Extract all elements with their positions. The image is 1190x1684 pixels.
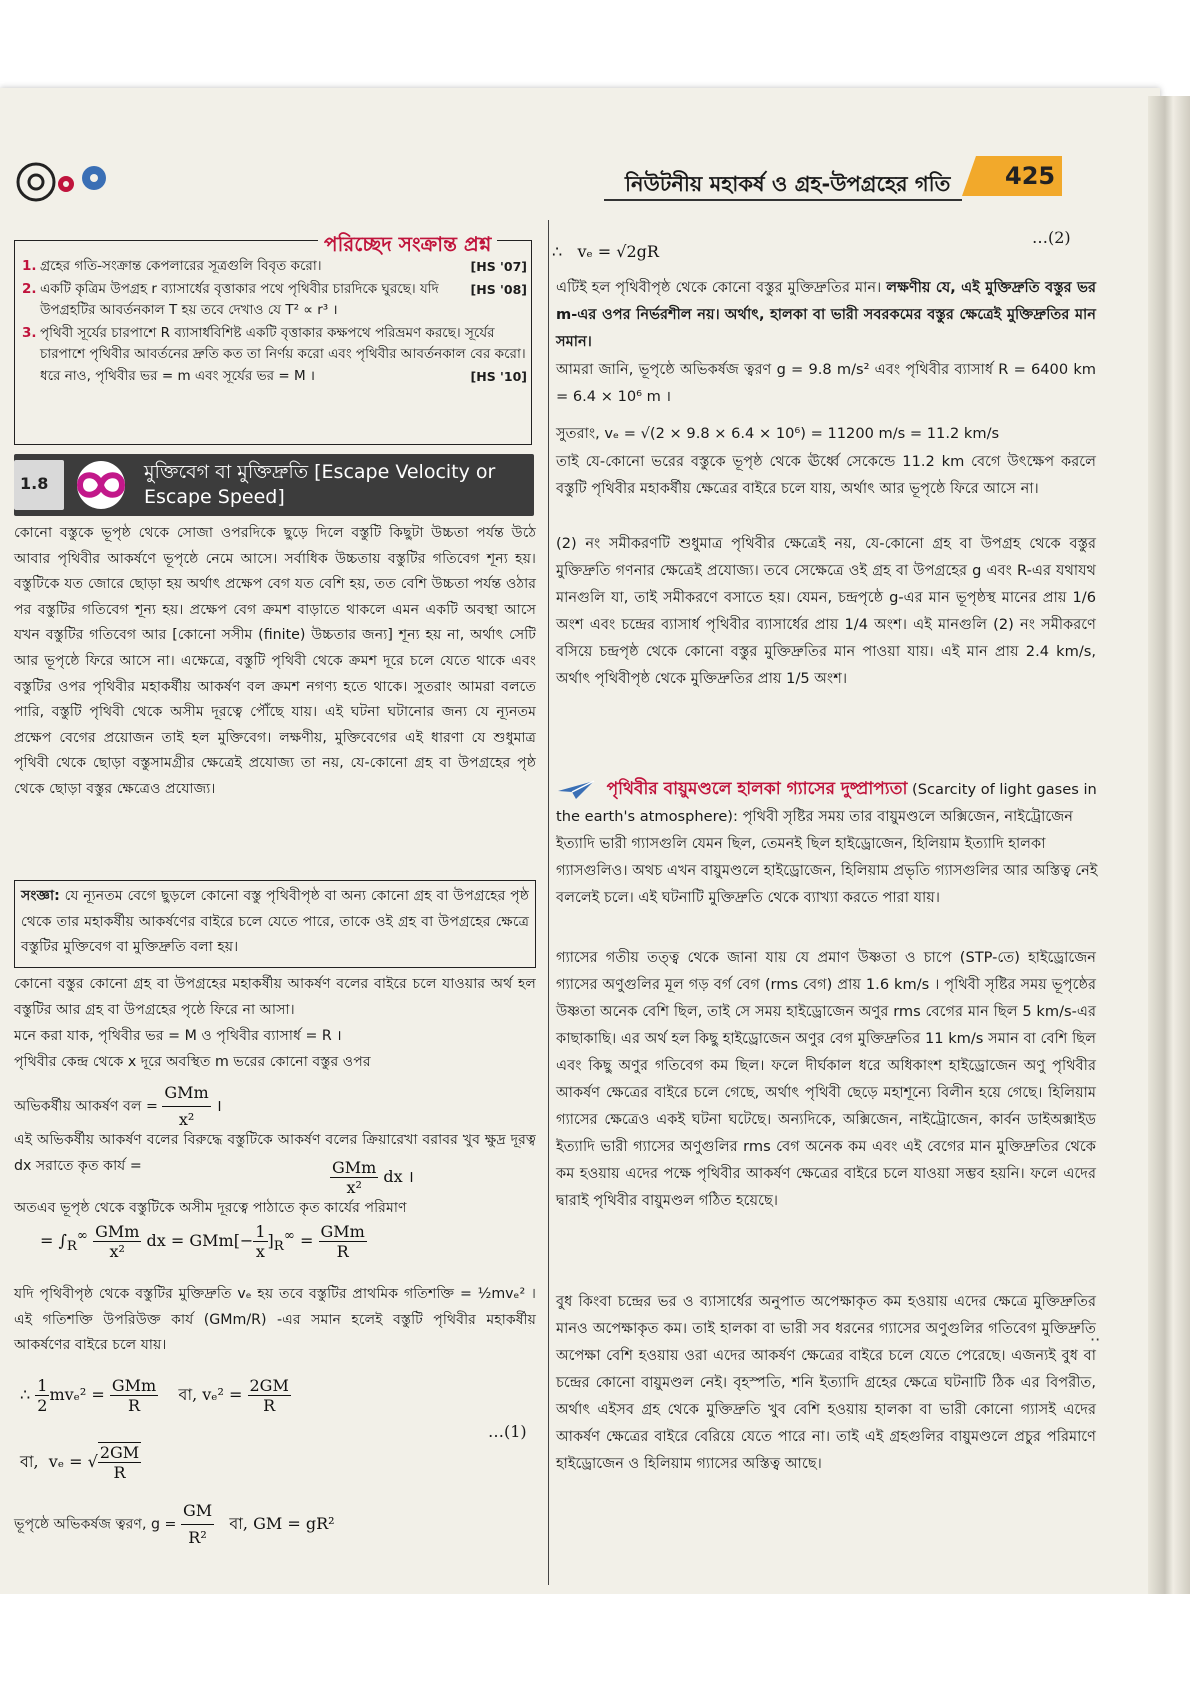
question-text: গ্রহের গতি-সংক্রান্ত কেপলারের সূত্রগুলি বিবৃত করো।	[40, 258, 322, 274]
question-item	[22, 256, 527, 278]
chapter-title: নিউটনীয় মহাকর্ষ ও গ্রহ-উপগ্রহের গতি	[625, 172, 951, 196]
infinity-icon	[66, 460, 136, 510]
page-number: 425	[1005, 162, 1056, 190]
question-item	[22, 323, 527, 388]
questions-list	[22, 256, 527, 388]
result-paragraph	[556, 274, 1096, 355]
section-number: 1.8	[20, 474, 49, 493]
question-item	[22, 279, 527, 322]
question-source: [HS '10]	[470, 368, 527, 384]
escape-velocity-gR: ∴ vₑ = √2gR	[552, 242, 659, 261]
question-number: 2.	[22, 280, 37, 297]
numeric-calculation: সুতরাং, vₑ = √(2 × 9.8 × 6.4 × 10⁶) = 11200 m/s = 11.2 km/s	[556, 425, 1000, 442]
definition-label: সংজ্ঞা:	[21, 888, 60, 904]
energy-balance-equation: ∴ $\frac{1}{2}$ mvₑ² = $\frac{\text{GMm}}{R}$ বা, vₑ² = $\frac{2GM}{R}$	[20, 1376, 289, 1415]
escape-velocity-formula: বা, vₑ = √ $\frac{2GM}{R}$	[20, 1443, 140, 1482]
section-title: মুক্তিবেগ বা মুক্তিদ্রুতি [Escape Velocity or Escape Speed]	[144, 461, 496, 508]
question-number: 3.	[22, 324, 37, 341]
mercury-moon-paragraph: বুধ কিংবা চন্দ্রের ভর ও ব্যাসার্ধের অনুপাত অপেক্ষাকৃত কম হওয়ায় এদের ক্ষেত্রে মুক্তিদ্রুতির মানও অপেক্ষাকৃত কম। তাই হালকা বা ভারী সব ধরনের গ্যাসের অণুগুলির গতিবেগ মুক্তিদ্রুতি অপেক্ষা বেশি হওয়ায় ওরা এদের আকর্ষণ ক্ষেত্রের বাইরে চলে যেতে পেরেছে। এজন্যই বুধ বা চন্দ্রের কোনো বায়ুমণ্ডল নেই। বৃহস্পতি, শনি ইত্যাদি গ্রহের ক্ষেত্রে ঘটনাটি ঠিক এর বিপরীত, অর্থাৎ এইসব গ্রহ থেকে মুক্তিদ্রুতি খুব বেশি হওয়ায় হালকা বা ভারী কোনো গ্যাসই এদের আকর্ষণ ক্ষেত্রের বাইরে বেরিয়ে যেতে পারে না। তাই এই গ্রহগুলির বায়ুমণ্ডলে প্রচুর পরিমাণে হাইড্রোজেন ও হিলিয়াম গ্যাসের অস্তিত্ব আছে।	[556, 1293, 1096, 1472]
force-prefix: অভিকর্ষীয় আকর্ষণ বল =	[14, 1098, 158, 1115]
escape-meaning-paragraph: তাই যে-কোনো ভরের বস্তুকে ভূপৃষ্ঠ থেকে ঊর্ধ্বে সেকেন্ডে 11.2 km বেগে উৎক্ষেপ করলে বস্তুটি পৃথিবীর মহাকর্ষীয় ক্ষেত্রের বাইরে চলে যায়, অর্থাৎ আর ভূপৃষ্ঠে ফিরে আসে না।	[556, 453, 1096, 497]
mass-independence-conclusion: অর্থাৎ, হালকা বা ভারী সবরকমের বস্তুর ক্ষেত্রেই মুক্তিদ্রুতির মান সমান।	[556, 306, 1096, 350]
subsection-title-bn: পৃথিবীর বায়ুমণ্ডলে হালকা গ্যাসের দুষ্প্রাপ্যতা	[606, 779, 908, 799]
force-line	[14, 1080, 536, 1132]
question-text: পৃথিবী সূর্যের চারপাশে R ব্যাসার্ধবিশিষ্ট একটি বৃত্তাকার কক্ষপথে পরিভ্রমণ করছে। সূর্যের চারপাশে পৃথিবীর আবর্তনের দ্রুতি কত তা নির্ণয় করো এবং পৃথিবীর আবর্তনকাল বের করো। ধরে নাও, পৃথিবীর ভর = m এবং সূর্যের ভর = M ।	[40, 324, 526, 384]
paragraph-total-work: অতএব ভূপৃষ্ঠ থেকে বস্তুটিকে অসীম দূরত্বে পাঠাতে কৃত কার্যের পরিমাণ	[14, 1200, 407, 1216]
background-below-page	[0, 1594, 1190, 1684]
stray-marks: ··	[1090, 1330, 1101, 1349]
subsection-heading	[556, 776, 1101, 911]
header-rule	[604, 199, 962, 201]
mass-independence-note: লক্ষণীয় যে, এই মুক্তিদ্রুতি বস্তুর ভর m-এর ওপর নির্ভরশীল নয়।	[556, 279, 1097, 323]
head-gears-logo-icon	[14, 158, 124, 204]
definition-text: যে ন্যূনতম বেগে ছুড়লে কোনো বস্তু পৃথিবীপৃষ্ঠ বা অন্য কোনো গ্রহ বা উপগ্রহের পৃষ্ঠ থেকে তার মহাকর্ষীয় আকর্ষণের বাইরে চলে যেতে পারে, তাকে ওই গ্রহ বা উপগ্রহের ক্ষেত্রে বস্তুটির মুক্তিবেগ বা মুক্তিদ্রুতি বলা হয়।	[21, 888, 530, 956]
paragraph-meaning: কোনো বস্তুর কোনো গ্রহ বা উপগ্রহের মহাকর্ষীয় আকর্ষণ বলের বাইরে চলে যাওয়ার অর্থ হল বস্তুটির আর গ্রহ বা উপগ্রহের পৃষ্ঠে ফিরে না আসা।	[14, 976, 536, 1018]
paragraph-work-element: এই অভিকর্ষীয় আকর্ষণ বলের বিরুদ্ধে বস্তুটিকে আকর্ষণ বলের ক্রিয়ারেখা বরাবর খুব ক্ষুদ্র দূরত্ব dx সরাতে কৃত কার্য =	[14, 1132, 536, 1174]
gravity-relation-prefix: ভূপৃষ্ঠে অভিকর্ষজ ত্বরণ, g =	[14, 1516, 177, 1533]
question-source: [HS '08]	[470, 281, 527, 297]
subsection-title-en: (Scarcity of light gases in the earth's atmosphere):	[556, 781, 1097, 825]
equation-number-2: …(2)	[1032, 228, 1071, 247]
work-element-equation: $\frac{\text{GMm}}{\text{x²}}$ dx ।	[332, 1158, 414, 1197]
definition-box	[14, 880, 536, 968]
gravity-relation-line	[14, 1498, 536, 1550]
question-source: [HS '07]	[470, 259, 527, 274]
page-edge-stack	[1148, 96, 1190, 1596]
other-planets-paragraph: (2) নং সমীকরণটি শুধুমাত্র পৃথিবীর ক্ষেত্রেই নয়, যে-কোনো গ্রহ বা উপগ্রহ থেকে বস্তুর মুক্তিদ্রুতি গণনার ক্ষেত্রেই প্রযোজ্য। তবে সেক্ষেত্রে ওই গ্রহ বা উপগ্রহের g এবং R-এর যথাযথ মানগুলি যা, তাই সমীকরণে বসাতে হয়। যেমন, চন্দ্রপৃষ্ঠে g-এর মান ভূপৃষ্ঠস্থ মানের প্রায় 1/6 অংশ এবং চন্দ্রের ব্যাসার্ধ পৃথিবীর ব্যাসার্ধের প্রায় 1/4 অংশ। এই মানগুলি (2) নং সমীকরণে বসিয়ে চন্দ্রপৃষ্ঠ থেকে কোনো বস্তুর মুক্তিদ্রুতির মান পাওয়া যায়। এই মান প্রায় 2.4 km/s, অর্থাৎ পৃথিবীপৃষ্ঠ থেকে মুক্তিদ্রুতির প্রায় 1/5 অংশ।	[556, 535, 1096, 687]
gravity-relation-equation: $\frac{GM}{\text{R²}}$ বা, GM = gR²	[181, 1514, 335, 1533]
paragraph-kinetic-energy: যদি পৃথিবীপৃষ্ঠ থেকে বস্তুটির মুক্তিদ্রুতি vₑ হয় তবে বস্তুটির প্রাথমিক গতিশক্তি = ½mvₑ² । এই গতিশক্তি উপরিউক্ত কার্য (GMm/R) -এর সমান হলেই বস্তুটি পৃথিবীর মহাকর্ষীয় আকর্ষণের বাইরে চলে যায়।	[14, 1286, 536, 1354]
paragraph-assume: মনে করা যাক, পৃথিবীর ভর = M ও পৃথিবীর ব্যাসার্ধ = R ।	[14, 1028, 342, 1044]
column-divider	[548, 220, 549, 1585]
paragraph-force-setup: পৃথিবীর কেন্দ্র থেকে x দূরে অবস্থিত m ভরের কোনো বস্তুর ওপর	[14, 1054, 371, 1070]
paper-plane-icon	[556, 779, 596, 801]
question-text: একটি কৃত্রিম উপগ্রহ r ব্যাসার্ধের বৃত্তাকার পথে পৃথিবীর চারদিকে ঘুরছে। যদি উপগ্রহটির আবর্তনকাল T হয় তবে দেখাও যে T² ∝ r³ ।	[40, 280, 439, 318]
equation-number-1: …(1)	[488, 1422, 527, 1441]
kinetic-theory-paragraph: গ্যাসের গতীয় তত্ত্ব থেকে জানা যায় যে প্রমাণ উষ্ণতা ও চাপে (STP-তে) হাইড্রোজেন গ্যাসের অণুগুলির মূল গড় বর্গ বেগ (rms বেগ) প্রায় 1.6 km/s । পৃথিবী সৃষ্টির সময় ভূপৃষ্ঠের উষ্ণতা অনেক বেশি ছিল, তাই সে সময় হাইড্রোজেন অণুর rms বেগের মান ছিল 5 km/s-এর কাছাকাছি। এর অর্থ হল কিছু হাইড্রোজেন অণুর বেগ মুক্তিদ্রুতির 11 km/s সমান বা বেশি ছিল এবং কিছু অণুর গতিবেগ কম ছিল। ফলে দীর্ঘকাল ধরে অধিকাংশ হাইড্রোজেন অণু পৃথিবীর আকর্ষণ ক্ষেত্রের বাইরে চলে গেছে, অর্থাৎ পৃথিবী ছেড়ে মহাশূন্যে বিলীন হয়ে গেছে। হিলিয়াম গ্যাসের ক্ষেত্রেও একই ঘটনা ঘটেছে। অন্যদিকে, অক্সিজেন, নাইট্রোজেন, কার্বন ডাইঅক্সাইড ইত্যাদি ভারী গ্যাসের অণুগুলির rms বেগ অনেক কম এবং এই বেগের মান মুক্তিদ্রুতির থেকে কম হওয়ায় এদের পক্ষে পৃথিবীর আকর্ষণ ক্ষেত্রের বাইরে চলে যাওয়া সম্ভব হয়নি। ফলে এদের দ্বারাই পৃথিবীর বায়ুমণ্ডল গঠিত হয়েছে।	[556, 949, 1096, 1209]
integral-equation: = $\int_R^\infty$ $\frac{\text{GMm}}{\text{x²}}$ dx = GMm[− $\frac{1}{x}$ ]$_R^\infty$ = $\frac{\text{GMm}}{R}$	[40, 1222, 365, 1261]
result-text: এটিই হল পৃথিবীপৃষ্ঠ থেকে কোনো বস্তুর মুক্তিদ্রুতির মান।	[556, 279, 882, 296]
earth-values-paragraph: আমরা জানি, ভূপৃষ্ঠে অভিকর্ষজ ত্বরণ g = 9.8 m/s² এবং পৃথিবীর ব্যাসার্ধ R = 6400 km = 6.4 × 10⁶ m ।	[556, 361, 1096, 405]
questions-box-title: পরিচ্ছেদ সংক্রান্ত প্রশ্ন	[318, 230, 497, 263]
force-equation: $\frac{\text{GMm}}{\text{x²}}$ ।	[162, 1096, 222, 1115]
question-number: 1.	[22, 258, 37, 274]
intro-paragraph: কোনো বস্তুকে ভূপৃষ্ঠ থেকে সোজা ওপরদিকে ছুড়ে দিলে বস্তুটি কিছুটা উচ্চতা পর্যন্ত উঠে আবার পৃথিবীর আকর্ষণে ভূপৃষ্ঠে নেমে আসে। সর্বাধিক উচ্চতায় বস্তুটির গতিবেগ শূন্য হয়। বস্তুটিকে যত জোরে ছোড়া হয় অর্থাৎ প্রক্ষেপ বেগ যত বেশি হয়, তত বেশি উচ্চতা পর্যন্ত ওঠার পর বস্তুটির গতিবেগ শূন্য হয়। প্রক্ষেপ বেগ ক্রমশ বাড়াতে থাকলে এমন একটি অবস্থা আসে যখন বস্তুটির গতিবেগ আর [কোনো সসীম (finite) উচ্চতার জন্য] শূন্য হয় না, অর্থাৎ সেটি আর ভূপৃষ্ঠে ফিরে আসে না। এক্ষেত্রে, বস্তুটি পৃথিবী থেকে ক্রমশ দূরে চলে যেতে থাকে এবং বস্তুটির ওপর পৃথিবীর মহাকর্ষীয় আকর্ষণ বল ক্রমশ নগণ্য হতে থাকে। সুতরাং আমরা বলতে পারি, বস্তুটি পৃথিবী থেকে অসীম দূরত্বে পৌঁছে যায়। এই ঘটনা ঘটানোর জন্য যে ন্যূনতম প্রক্ষেপ বেগের প্রয়োজন তাই হল মুক্তিবেগ। লক্ষণীয়, মুক্তিবেগের এই ধারণা যে শুধুমাত্র পৃথিবী থেকে ছোড়া বস্তুসামগ্রীর ক্ষেত্রেই প্রযোজ্য তা নয়, যে-কোনো গ্রহ বা উপগ্রহের পৃষ্ঠ থেকে ছোড়া বস্তুর ক্ষেত্রেও প্রযোজ্য।	[14, 525, 536, 797]
light-gas-paragraph: পৃথিবী সৃষ্টির সময় তার বায়ুমণ্ডলে অক্সিজেন, নাইট্রোজেন ইত্যাদি ভারী গ্যাসগুলি যেমন ছিল, তেমনই ছিল হাইড্রোজেন, হিলিয়াম ইত্যাদি হালকা গ্যাসগুলিও। অথচ এখন বায়ুমণ্ডলে হাইড্রোজেন, হিলিয়াম প্রভৃতি গ্যাসগুলির আর অস্তিত্ব নেই বললেই চলে। এই ঘটনাটি মুক্তিদ্রুতি থেকে ব্যাখ্যা করতে পারা যায়।	[556, 808, 1098, 906]
